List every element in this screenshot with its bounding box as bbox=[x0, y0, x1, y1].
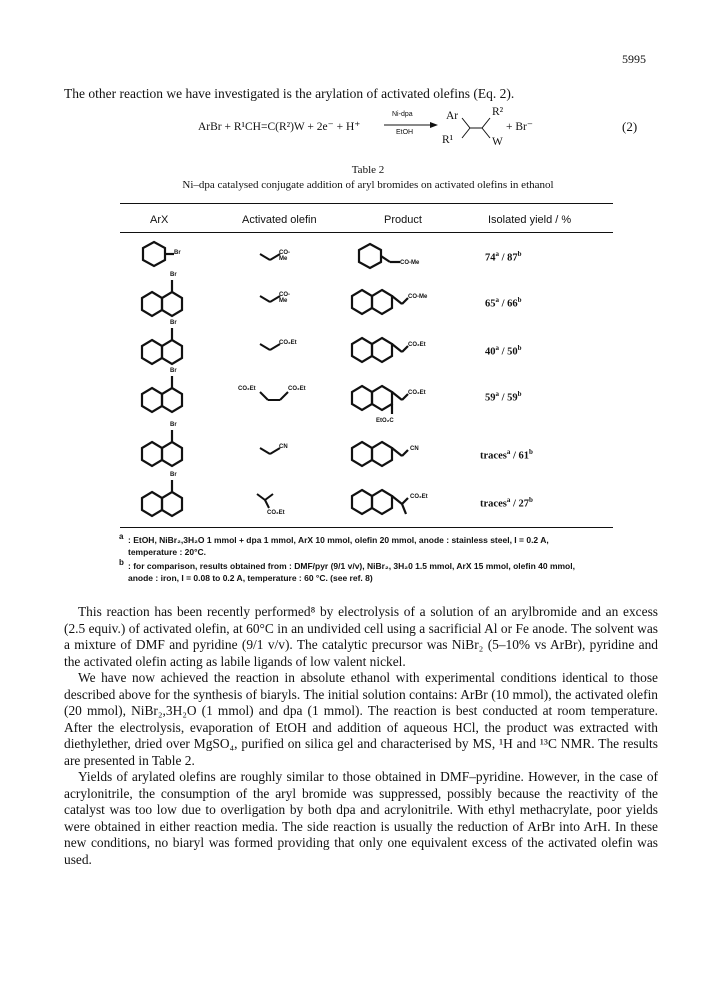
table-footnote-a bbox=[119, 532, 598, 558]
equation-r2: R² bbox=[492, 106, 504, 118]
arx-label-row-6: Br bbox=[170, 472, 177, 478]
header-product: Product bbox=[384, 214, 422, 226]
equation-w: W bbox=[492, 136, 503, 148]
olefin-structure-row-1 bbox=[258, 250, 288, 266]
paragraph-3: Yields of arylated olefins are roughly similar to those obtained in DMF–pyridine. However, in the case of acrylonitrile, the consumption of the aryl bromide was suppressed, possibly because the reactivity of the catalyst was too low due to overligation by both dpa and acrylonitrile. With ethyl methacrylate, poor yields were obtained in either reaction media. The side reaction is usually the reduction of ArBr into ArH. In these new conditions, no biaryl was formed providing that only one equivalent excess of the activated olefin was used. bbox=[64, 769, 658, 867]
footnote-text-a: : EtOH, NiBr₂,3H₂O 1 mmol + dpa 1 mmol, ArX 10 mmol, olefin 20 mmol, anode : stainless steel, I = 0.2 A, temperature : 20°C. bbox=[128, 535, 549, 557]
olefin-label-row-1: CO-Me bbox=[279, 250, 290, 262]
equation-r1: R¹ bbox=[442, 134, 454, 146]
product-label-row-3: CO₂Et bbox=[408, 342, 426, 348]
table-bottom-rule bbox=[120, 527, 613, 528]
yield-row-4: 59$^a$ / 59$^b$ bbox=[485, 390, 522, 404]
page-number: 5995 bbox=[622, 52, 646, 66]
yield-row-6: traces$^a$ / 27$^b$ bbox=[480, 496, 533, 510]
intro-sentence: The other reaction we have investigated is the arylation of activated olefins (Eq. 2). bbox=[64, 86, 515, 101]
table-title bbox=[120, 163, 616, 193]
product-label-row-5: CN bbox=[410, 446, 419, 452]
olefin-label-row-5: CN bbox=[279, 444, 288, 450]
arx-label-row-2: Br bbox=[170, 272, 177, 278]
olefin-label-left-row-4: CO₂Et bbox=[238, 386, 256, 392]
paragraph-2: We have now achieved the reaction in absolute ethanol with experimental conditions identical to those described above for the synthesis of biaryls. The initial solution contains: ArBr (10 mmol), the activated olefin (20 mmol), NiBr₂,3H₂O (1 mmol) and dpa (1 mmol). The reaction is best conducted at room temperature. After the electrolysis, evaporation of EtOH and addition of aqueous HCl, the product was extracted with diethylether, dried over MgSO₄, purified on silica gel and characterised by MS, ¹H and ¹³C NMR. The results are presented in Table 2. bbox=[64, 670, 658, 768]
table-header-rule bbox=[120, 232, 613, 233]
olefin-label-right-row-4: CO₂Et bbox=[288, 386, 306, 392]
product-label-row-6: CO₂Et bbox=[410, 494, 428, 500]
yield-row-1: 74$^a$ / 87$^b$ bbox=[485, 250, 522, 264]
footnote-text-b: : for comparison, results obtained from : DMF/pyr (9/1 v/v), NiBr₂, 3H₂0 1.5 mmol, ArX 15 mmol, olefin 40 mmol, anode : iron, I = 0.08 to 0.2 A, temperature : 60 °C. (see ref. 8) bbox=[128, 561, 575, 583]
footnote-marker-b: b bbox=[119, 558, 124, 567]
product-structure-row-1 bbox=[356, 242, 436, 274]
table-footnote-b bbox=[119, 558, 598, 584]
olefin-structure-row-4 bbox=[238, 386, 308, 408]
product-structure-row-2 bbox=[350, 284, 440, 320]
yield-row-2: 65$^a$ / 66$^b$ bbox=[485, 296, 522, 310]
equation-catalyst: Ni-dpa bbox=[392, 111, 413, 118]
olefin-label-row-3: CO₂Et bbox=[279, 340, 297, 346]
olefin-structure-row-3 bbox=[258, 340, 297, 356]
paragraph-1: This reaction has been recently performed⁸ by electrolysis of a solution of an arylbromide and an excess (2.5 equiv.) of activated olefin, at 60°C in an undivided cell using a sacrificial Al or Fe anode. The solvent was a mixture of DMF and pyridine (9/1 v/v). The catalytic precursor was NiBr₂ (5–10% vs ArBr), pyridine and the activated olefin acting as labile ligands of low valent nickel. bbox=[64, 604, 658, 669]
arx-label-row-4: Br bbox=[170, 368, 177, 374]
arx-structure-row-2 bbox=[140, 274, 200, 320]
arx-label-row-3: Br bbox=[170, 320, 177, 326]
arx-label-row-5: Br bbox=[170, 422, 177, 428]
product-label-row-1: CO-Me bbox=[400, 260, 420, 266]
arx-structure-row-3 bbox=[140, 322, 200, 368]
arx-structure-row-5 bbox=[140, 424, 200, 470]
product-sub-label-row-4: EtO₂C bbox=[376, 418, 394, 424]
equation-reactants: ArBr + R¹CH=C(R²)W + 2e⁻ + H⁺ bbox=[198, 121, 361, 133]
header-activated-olefin: Activated olefin bbox=[242, 214, 317, 226]
table-caption: Ni–dpa catalysed conjugate addition of aryl bromides on activated olefins in ethanol bbox=[182, 179, 554, 191]
olefin-label-row-6: CO₂Et bbox=[267, 510, 285, 516]
equation-byproduct: + Br⁻ bbox=[506, 121, 533, 133]
olefin-structure-row-6 bbox=[255, 490, 295, 514]
product-structure-row-4 bbox=[350, 380, 440, 426]
arx-label-row-1: Br bbox=[174, 250, 181, 256]
footnote-marker-a: a bbox=[119, 532, 124, 541]
arx-structure-row-6 bbox=[140, 474, 200, 520]
header-isolated-yield: Isolated yield / % bbox=[488, 214, 572, 226]
arx-structure-row-1 bbox=[140, 240, 200, 270]
equation-2 bbox=[198, 106, 588, 154]
olefin-label-row-2: CO-Me bbox=[279, 292, 290, 304]
olefin-structure-row-2 bbox=[258, 292, 288, 308]
yield-row-5: traces$^a$ / 61$^b$ bbox=[480, 448, 533, 462]
equation-solvent: EtOH bbox=[396, 129, 414, 136]
equation-ar: Ar bbox=[446, 110, 459, 122]
yield-row-3: 40$^a$ / 50$^b$ bbox=[485, 344, 522, 358]
arx-structure-row-4 bbox=[140, 370, 200, 416]
table-top-rule bbox=[120, 203, 613, 204]
product-structure-row-5 bbox=[350, 436, 440, 472]
product-structure-row-3 bbox=[350, 332, 440, 368]
olefin-structure-row-5 bbox=[258, 444, 288, 460]
product-label-row-4: CO₂Et bbox=[408, 390, 426, 396]
header-arx: ArX bbox=[150, 214, 169, 226]
body-text bbox=[64, 604, 658, 868]
product-structure-row-6 bbox=[350, 484, 440, 524]
table-label: Table 2 bbox=[351, 164, 385, 176]
product-label-row-2: CO-Me bbox=[408, 294, 428, 300]
equation-number: (2) bbox=[622, 119, 638, 134]
